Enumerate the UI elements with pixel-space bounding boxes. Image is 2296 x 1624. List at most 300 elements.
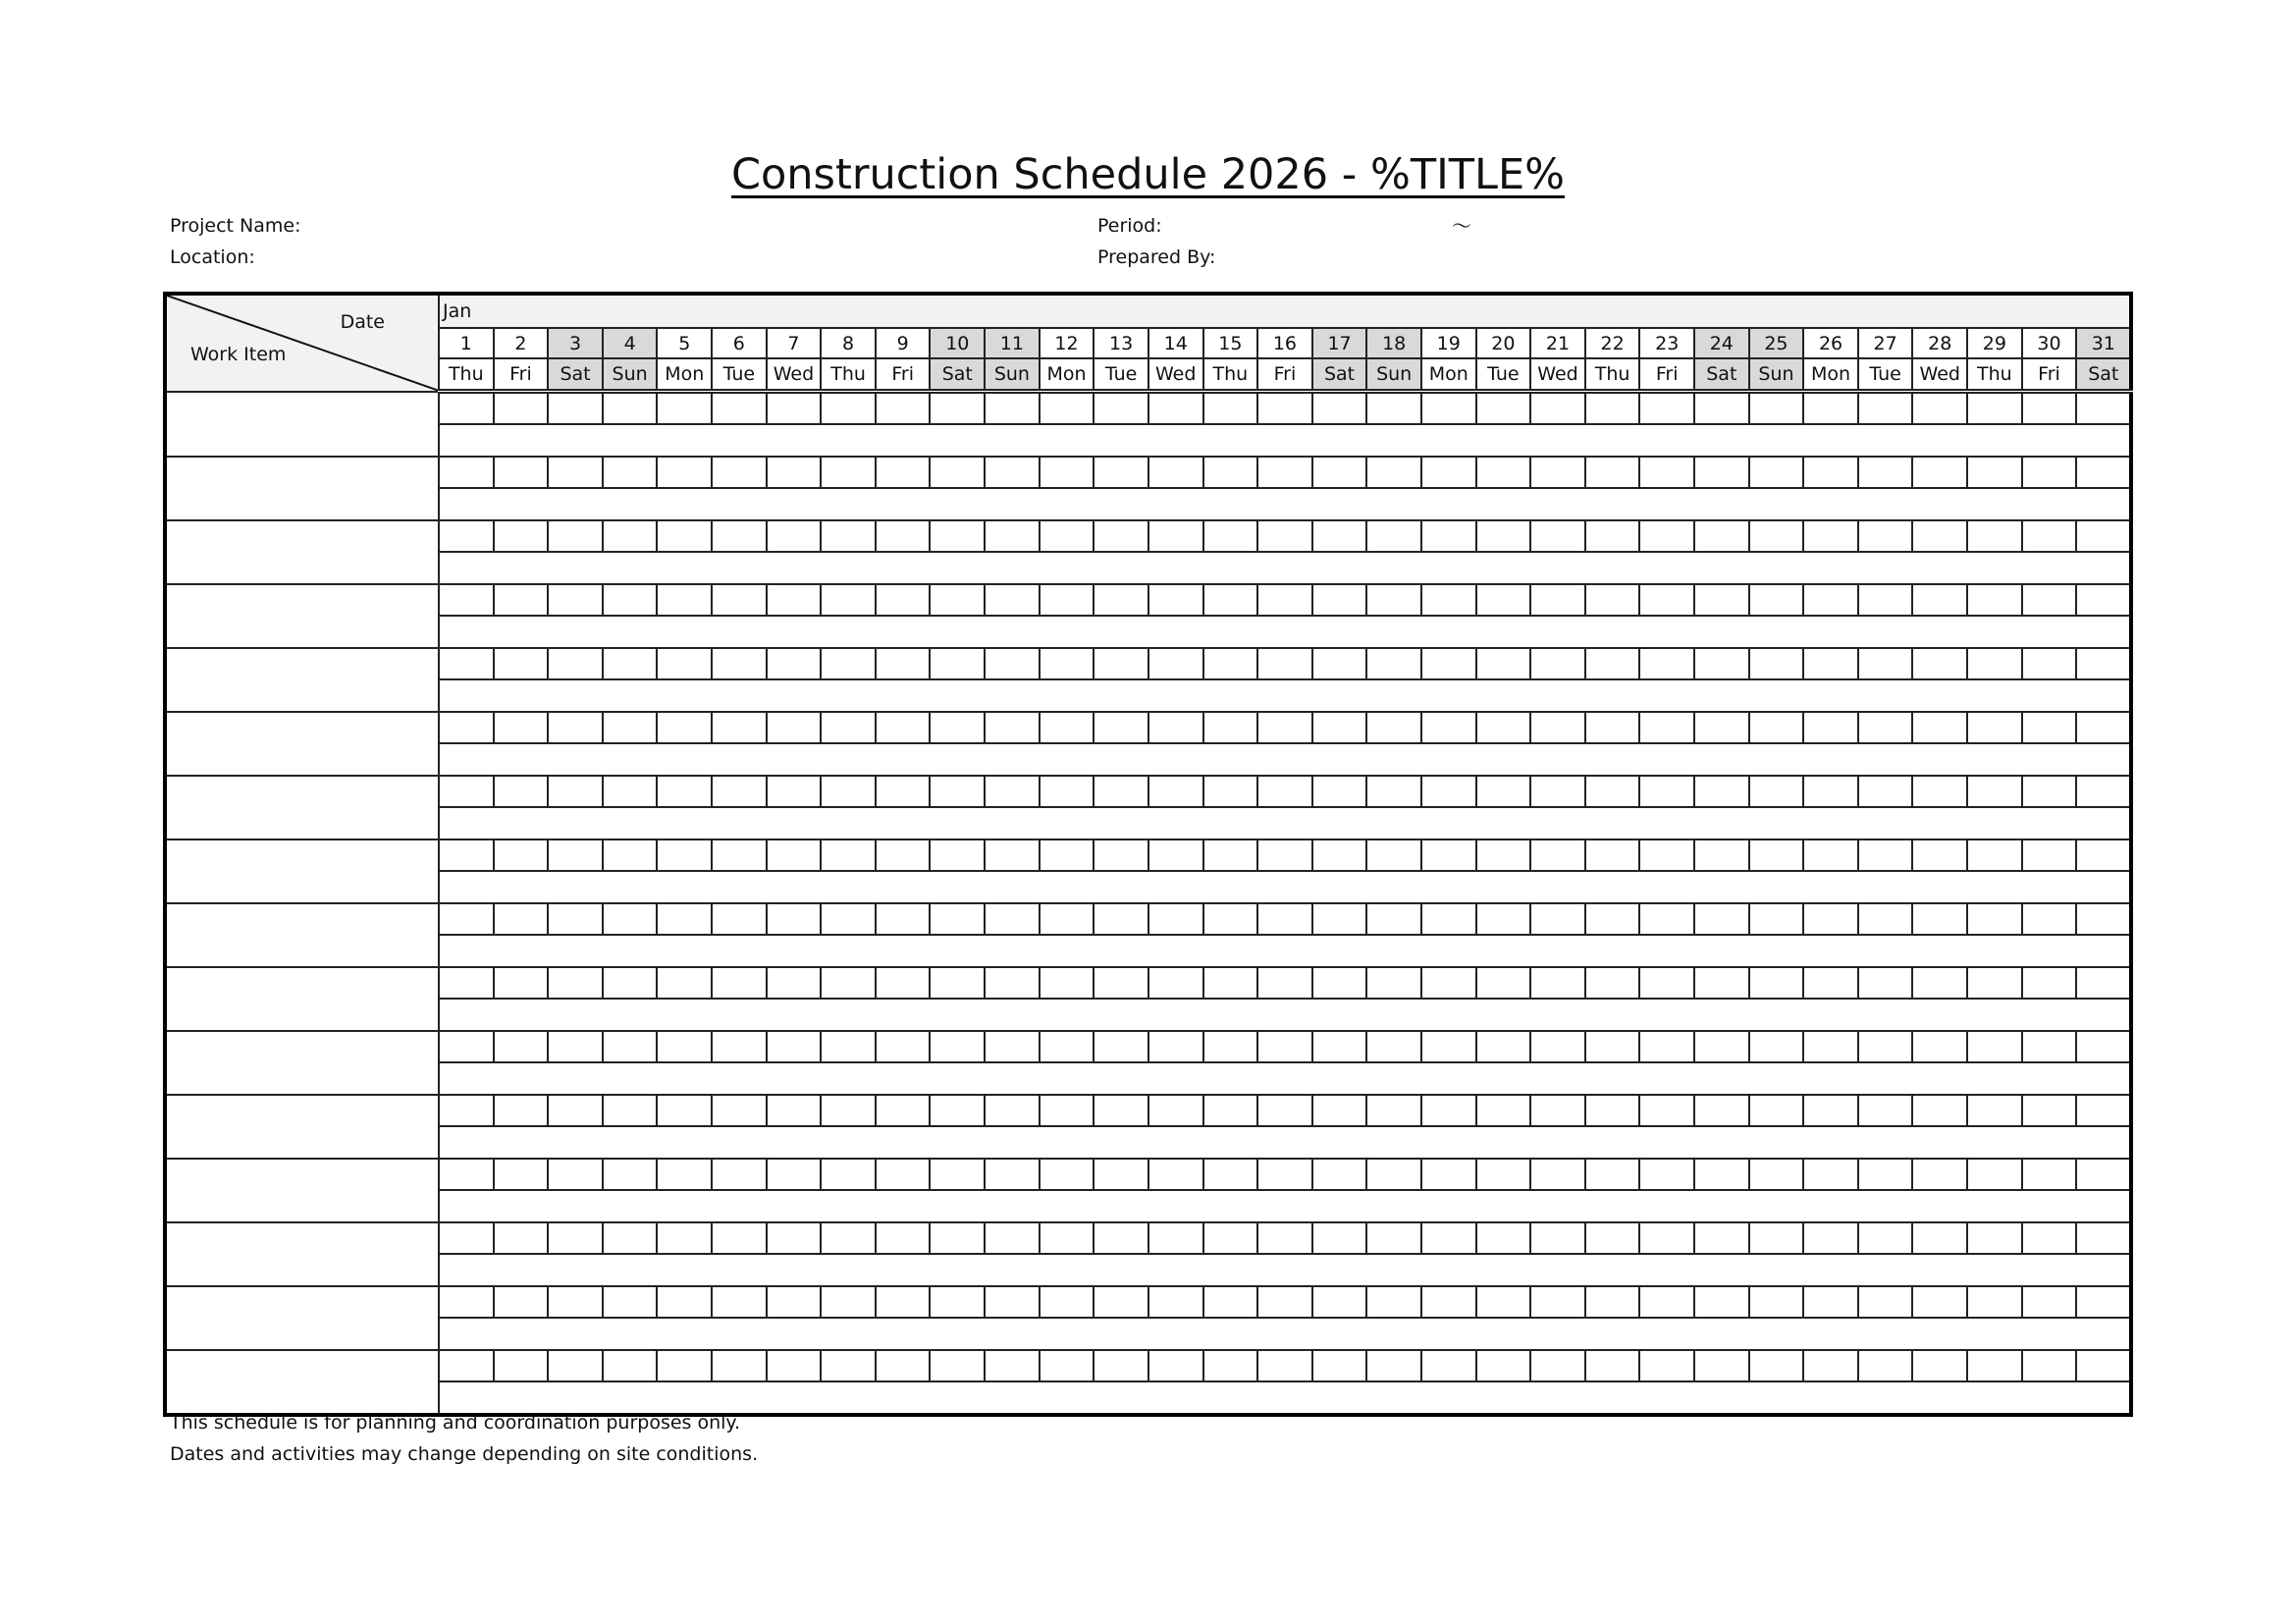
day-plan-cell[interactable] bbox=[603, 903, 658, 935]
day-plan-cell[interactable] bbox=[1421, 1095, 1476, 1126]
day-plan-cell[interactable] bbox=[1639, 839, 1694, 871]
day-plan-cell[interactable] bbox=[494, 903, 549, 935]
day-plan-cell[interactable] bbox=[1094, 967, 1148, 999]
day-plan-cell[interactable] bbox=[1312, 457, 1367, 488]
day-plan-cell[interactable] bbox=[876, 712, 931, 743]
day-plan-cell[interactable] bbox=[2022, 520, 2077, 552]
day-plan-cell[interactable] bbox=[2076, 584, 2131, 616]
day-plan-cell[interactable] bbox=[548, 392, 603, 425]
day-plan-cell[interactable] bbox=[1967, 1031, 2022, 1062]
day-plan-cell[interactable] bbox=[439, 1286, 494, 1318]
day-plan-cell[interactable] bbox=[657, 839, 712, 871]
day-plan-cell[interactable] bbox=[1639, 457, 1694, 488]
day-plan-cell[interactable] bbox=[1749, 776, 1804, 807]
day-plan-cell[interactable] bbox=[1912, 1031, 1967, 1062]
day-plan-cell[interactable] bbox=[548, 967, 603, 999]
day-plan-cell[interactable] bbox=[712, 584, 767, 616]
day-plan-cell[interactable] bbox=[1476, 1159, 1531, 1190]
day-plan-cell[interactable] bbox=[767, 776, 822, 807]
day-plan-cell[interactable] bbox=[1749, 1286, 1804, 1318]
day-plan-cell[interactable] bbox=[1094, 1031, 1148, 1062]
day-plan-cell[interactable] bbox=[1858, 1350, 1913, 1381]
day-plan-cell[interactable] bbox=[876, 648, 931, 679]
day-plan-cell[interactable] bbox=[1094, 648, 1148, 679]
day-plan-cell[interactable] bbox=[985, 457, 1040, 488]
day-plan-cell[interactable] bbox=[1585, 1286, 1640, 1318]
day-plan-cell[interactable] bbox=[494, 967, 549, 999]
day-plan-cell[interactable] bbox=[494, 457, 549, 488]
progress-bar-cell[interactable] bbox=[439, 807, 2131, 839]
day-plan-cell[interactable] bbox=[985, 520, 1040, 552]
day-plan-cell[interactable] bbox=[1094, 392, 1148, 425]
day-plan-cell[interactable] bbox=[1366, 903, 1421, 935]
day-plan-cell[interactable] bbox=[1476, 712, 1531, 743]
day-plan-cell[interactable] bbox=[1312, 903, 1367, 935]
day-plan-cell[interactable] bbox=[1694, 1222, 1749, 1254]
day-plan-cell[interactable] bbox=[876, 1350, 931, 1381]
day-plan-cell[interactable] bbox=[603, 457, 658, 488]
day-plan-cell[interactable] bbox=[2022, 903, 2077, 935]
day-plan-cell[interactable] bbox=[1967, 1159, 2022, 1190]
day-plan-cell[interactable] bbox=[1912, 712, 1967, 743]
day-plan-cell[interactable] bbox=[1203, 712, 1258, 743]
day-plan-cell[interactable] bbox=[1203, 1222, 1258, 1254]
day-plan-cell[interactable] bbox=[1257, 903, 1312, 935]
day-plan-cell[interactable] bbox=[1094, 1286, 1148, 1318]
day-plan-cell[interactable] bbox=[1476, 520, 1531, 552]
day-plan-cell[interactable] bbox=[2022, 1222, 2077, 1254]
day-plan-cell[interactable] bbox=[548, 1159, 603, 1190]
day-plan-cell[interactable] bbox=[1312, 1286, 1367, 1318]
day-plan-cell[interactable] bbox=[821, 1222, 876, 1254]
day-plan-cell[interactable] bbox=[1803, 457, 1858, 488]
day-plan-cell[interactable] bbox=[876, 584, 931, 616]
day-plan-cell[interactable] bbox=[1476, 1350, 1531, 1381]
day-plan-cell[interactable] bbox=[2076, 712, 2131, 743]
work-item-name-cell[interactable] bbox=[165, 1222, 439, 1286]
day-plan-cell[interactable] bbox=[2022, 967, 2077, 999]
day-plan-cell[interactable] bbox=[1858, 392, 1913, 425]
day-plan-cell[interactable] bbox=[1912, 584, 1967, 616]
day-plan-cell[interactable] bbox=[2076, 967, 2131, 999]
day-plan-cell[interactable] bbox=[1040, 392, 1095, 425]
day-plan-cell[interactable] bbox=[439, 1159, 494, 1190]
progress-bar-cell[interactable] bbox=[439, 935, 2131, 967]
day-plan-cell[interactable] bbox=[2022, 1031, 2077, 1062]
day-plan-cell[interactable] bbox=[712, 839, 767, 871]
day-plan-cell[interactable] bbox=[876, 776, 931, 807]
day-plan-cell[interactable] bbox=[1639, 648, 1694, 679]
work-item-name-cell[interactable] bbox=[165, 1095, 439, 1159]
day-plan-cell[interactable] bbox=[930, 1222, 985, 1254]
day-plan-cell[interactable] bbox=[930, 1159, 985, 1190]
day-plan-cell[interactable] bbox=[657, 1286, 712, 1318]
day-plan-cell[interactable] bbox=[2076, 1350, 2131, 1381]
day-plan-cell[interactable] bbox=[1312, 648, 1367, 679]
work-item-name-cell[interactable] bbox=[165, 967, 439, 1031]
day-plan-cell[interactable] bbox=[1967, 1222, 2022, 1254]
day-plan-cell[interactable] bbox=[603, 1350, 658, 1381]
day-plan-cell[interactable] bbox=[1967, 520, 2022, 552]
day-plan-cell[interactable] bbox=[712, 648, 767, 679]
day-plan-cell[interactable] bbox=[821, 967, 876, 999]
day-plan-cell[interactable] bbox=[548, 903, 603, 935]
day-plan-cell[interactable] bbox=[657, 392, 712, 425]
day-plan-cell[interactable] bbox=[767, 839, 822, 871]
day-plan-cell[interactable] bbox=[1749, 1350, 1804, 1381]
day-plan-cell[interactable] bbox=[1694, 648, 1749, 679]
day-plan-cell[interactable] bbox=[767, 1095, 822, 1126]
day-plan-cell[interactable] bbox=[439, 520, 494, 552]
day-plan-cell[interactable] bbox=[1803, 903, 1858, 935]
day-plan-cell[interactable] bbox=[767, 648, 822, 679]
day-plan-cell[interactable] bbox=[1203, 1031, 1258, 1062]
day-plan-cell[interactable] bbox=[1530, 967, 1585, 999]
day-plan-cell[interactable] bbox=[2022, 392, 2077, 425]
day-plan-cell[interactable] bbox=[1749, 1031, 1804, 1062]
day-plan-cell[interactable] bbox=[712, 1222, 767, 1254]
day-plan-cell[interactable] bbox=[1203, 520, 1258, 552]
day-plan-cell[interactable] bbox=[1803, 584, 1858, 616]
day-plan-cell[interactable] bbox=[494, 1095, 549, 1126]
day-plan-cell[interactable] bbox=[1040, 1222, 1095, 1254]
day-plan-cell[interactable] bbox=[2076, 1095, 2131, 1126]
day-plan-cell[interactable] bbox=[1639, 776, 1694, 807]
day-plan-cell[interactable] bbox=[1749, 712, 1804, 743]
day-plan-cell[interactable] bbox=[1912, 1350, 1967, 1381]
day-plan-cell[interactable] bbox=[1585, 648, 1640, 679]
day-plan-cell[interactable] bbox=[821, 1350, 876, 1381]
day-plan-cell[interactable] bbox=[548, 1350, 603, 1381]
day-plan-cell[interactable] bbox=[876, 1095, 931, 1126]
day-plan-cell[interactable] bbox=[1530, 584, 1585, 616]
day-plan-cell[interactable] bbox=[2076, 1222, 2131, 1254]
day-plan-cell[interactable] bbox=[439, 712, 494, 743]
day-plan-cell[interactable] bbox=[1094, 776, 1148, 807]
day-plan-cell[interactable] bbox=[1421, 712, 1476, 743]
work-item-name-cell[interactable] bbox=[165, 1159, 439, 1222]
day-plan-cell[interactable] bbox=[439, 457, 494, 488]
day-plan-cell[interactable] bbox=[1694, 712, 1749, 743]
day-plan-cell[interactable] bbox=[1257, 1031, 1312, 1062]
day-plan-cell[interactable] bbox=[1803, 1222, 1858, 1254]
day-plan-cell[interactable] bbox=[821, 457, 876, 488]
day-plan-cell[interactable] bbox=[930, 1031, 985, 1062]
day-plan-cell[interactable] bbox=[1312, 1159, 1367, 1190]
day-plan-cell[interactable] bbox=[494, 776, 549, 807]
day-plan-cell[interactable] bbox=[1421, 520, 1476, 552]
day-plan-cell[interactable] bbox=[1257, 1095, 1312, 1126]
day-plan-cell[interactable] bbox=[1312, 520, 1367, 552]
work-item-name-cell[interactable] bbox=[165, 584, 439, 648]
day-plan-cell[interactable] bbox=[1476, 648, 1531, 679]
day-plan-cell[interactable] bbox=[821, 839, 876, 871]
day-plan-cell[interactable] bbox=[1257, 967, 1312, 999]
day-plan-cell[interactable] bbox=[985, 1031, 1040, 1062]
day-plan-cell[interactable] bbox=[1530, 1350, 1585, 1381]
day-plan-cell[interactable] bbox=[1148, 1286, 1203, 1318]
day-plan-cell[interactable] bbox=[2076, 776, 2131, 807]
day-plan-cell[interactable] bbox=[1148, 392, 1203, 425]
day-plan-cell[interactable] bbox=[930, 457, 985, 488]
day-plan-cell[interactable] bbox=[1967, 584, 2022, 616]
work-item-name-cell[interactable] bbox=[165, 1286, 439, 1350]
day-plan-cell[interactable] bbox=[1639, 1222, 1694, 1254]
day-plan-cell[interactable] bbox=[439, 584, 494, 616]
progress-bar-cell[interactable] bbox=[439, 1381, 2131, 1415]
day-plan-cell[interactable] bbox=[1803, 1350, 1858, 1381]
day-plan-cell[interactable] bbox=[1203, 967, 1258, 999]
day-plan-cell[interactable] bbox=[603, 1031, 658, 1062]
day-plan-cell[interactable] bbox=[1040, 967, 1095, 999]
day-plan-cell[interactable] bbox=[2022, 457, 2077, 488]
day-plan-cell[interactable] bbox=[1094, 903, 1148, 935]
day-plan-cell[interactable] bbox=[1694, 1159, 1749, 1190]
day-plan-cell[interactable] bbox=[712, 712, 767, 743]
day-plan-cell[interactable] bbox=[1530, 839, 1585, 871]
day-plan-cell[interactable] bbox=[1476, 1031, 1531, 1062]
work-item-name-cell[interactable] bbox=[165, 520, 439, 584]
progress-bar-cell[interactable] bbox=[439, 424, 2131, 457]
day-plan-cell[interactable] bbox=[1639, 1286, 1694, 1318]
day-plan-cell[interactable] bbox=[1639, 520, 1694, 552]
day-plan-cell[interactable] bbox=[1040, 584, 1095, 616]
day-plan-cell[interactable] bbox=[657, 712, 712, 743]
day-plan-cell[interactable] bbox=[821, 776, 876, 807]
day-plan-cell[interactable] bbox=[821, 1031, 876, 1062]
day-plan-cell[interactable] bbox=[1148, 1031, 1203, 1062]
day-plan-cell[interactable] bbox=[1749, 967, 1804, 999]
day-plan-cell[interactable] bbox=[657, 776, 712, 807]
day-plan-cell[interactable] bbox=[1366, 1159, 1421, 1190]
day-plan-cell[interactable] bbox=[1749, 648, 1804, 679]
day-plan-cell[interactable] bbox=[1421, 584, 1476, 616]
day-plan-cell[interactable] bbox=[2022, 1159, 2077, 1190]
day-plan-cell[interactable] bbox=[2022, 839, 2077, 871]
day-plan-cell[interactable] bbox=[1912, 903, 1967, 935]
day-plan-cell[interactable] bbox=[494, 839, 549, 871]
day-plan-cell[interactable] bbox=[1858, 712, 1913, 743]
day-plan-cell[interactable] bbox=[1912, 1222, 1967, 1254]
day-plan-cell[interactable] bbox=[876, 839, 931, 871]
progress-bar-cell[interactable] bbox=[439, 679, 2131, 712]
day-plan-cell[interactable] bbox=[712, 1095, 767, 1126]
day-plan-cell[interactable] bbox=[1148, 648, 1203, 679]
day-plan-cell[interactable] bbox=[1694, 1286, 1749, 1318]
day-plan-cell[interactable] bbox=[494, 1222, 549, 1254]
day-plan-cell[interactable] bbox=[1858, 520, 1913, 552]
day-plan-cell[interactable] bbox=[548, 457, 603, 488]
day-plan-cell[interactable] bbox=[2076, 520, 2131, 552]
day-plan-cell[interactable] bbox=[1967, 1095, 2022, 1126]
day-plan-cell[interactable] bbox=[1040, 776, 1095, 807]
day-plan-cell[interactable] bbox=[603, 392, 658, 425]
day-plan-cell[interactable] bbox=[1094, 1222, 1148, 1254]
day-plan-cell[interactable] bbox=[767, 584, 822, 616]
day-plan-cell[interactable] bbox=[1257, 1286, 1312, 1318]
day-plan-cell[interactable] bbox=[1476, 1095, 1531, 1126]
day-plan-cell[interactable] bbox=[1366, 1350, 1421, 1381]
day-plan-cell[interactable] bbox=[1967, 648, 2022, 679]
day-plan-cell[interactable] bbox=[930, 1350, 985, 1381]
work-item-name-cell[interactable] bbox=[165, 392, 439, 458]
day-plan-cell[interactable] bbox=[1749, 1222, 1804, 1254]
day-plan-cell[interactable] bbox=[548, 648, 603, 679]
work-item-name-cell[interactable] bbox=[165, 776, 439, 839]
day-plan-cell[interactable] bbox=[1366, 1095, 1421, 1126]
day-plan-cell[interactable] bbox=[767, 392, 822, 425]
day-plan-cell[interactable] bbox=[1749, 1095, 1804, 1126]
day-plan-cell[interactable] bbox=[1585, 776, 1640, 807]
day-plan-cell[interactable] bbox=[1476, 967, 1531, 999]
day-plan-cell[interactable] bbox=[1585, 967, 1640, 999]
day-plan-cell[interactable] bbox=[1094, 457, 1148, 488]
day-plan-cell[interactable] bbox=[876, 1222, 931, 1254]
day-plan-cell[interactable] bbox=[1040, 903, 1095, 935]
day-plan-cell[interactable] bbox=[1967, 903, 2022, 935]
day-plan-cell[interactable] bbox=[494, 1350, 549, 1381]
day-plan-cell[interactable] bbox=[494, 584, 549, 616]
work-item-name-cell[interactable] bbox=[165, 839, 439, 903]
day-plan-cell[interactable] bbox=[603, 1159, 658, 1190]
day-plan-cell[interactable] bbox=[1912, 776, 1967, 807]
day-plan-cell[interactable] bbox=[548, 776, 603, 807]
day-plan-cell[interactable] bbox=[1257, 392, 1312, 425]
day-plan-cell[interactable] bbox=[1858, 967, 1913, 999]
day-plan-cell[interactable] bbox=[1803, 648, 1858, 679]
day-plan-cell[interactable] bbox=[1585, 392, 1640, 425]
day-plan-cell[interactable] bbox=[1530, 776, 1585, 807]
day-plan-cell[interactable] bbox=[1803, 839, 1858, 871]
progress-bar-cell[interactable] bbox=[439, 999, 2131, 1031]
day-plan-cell[interactable] bbox=[1530, 520, 1585, 552]
day-plan-cell[interactable] bbox=[1257, 584, 1312, 616]
day-plan-cell[interactable] bbox=[1148, 584, 1203, 616]
day-plan-cell[interactable] bbox=[985, 1159, 1040, 1190]
day-plan-cell[interactable] bbox=[1421, 457, 1476, 488]
day-plan-cell[interactable] bbox=[1312, 1222, 1367, 1254]
work-item-name-cell[interactable] bbox=[165, 712, 439, 776]
day-plan-cell[interactable] bbox=[1312, 776, 1367, 807]
day-plan-cell[interactable] bbox=[876, 1159, 931, 1190]
day-plan-cell[interactable] bbox=[1858, 839, 1913, 871]
day-plan-cell[interactable] bbox=[494, 1159, 549, 1190]
day-plan-cell[interactable] bbox=[1585, 839, 1640, 871]
day-plan-cell[interactable] bbox=[1803, 712, 1858, 743]
day-plan-cell[interactable] bbox=[1694, 584, 1749, 616]
day-plan-cell[interactable] bbox=[1203, 392, 1258, 425]
day-plan-cell[interactable] bbox=[767, 1286, 822, 1318]
day-plan-cell[interactable] bbox=[1148, 967, 1203, 999]
day-plan-cell[interactable] bbox=[2076, 839, 2131, 871]
day-plan-cell[interactable] bbox=[1912, 392, 1967, 425]
day-plan-cell[interactable] bbox=[1094, 520, 1148, 552]
progress-bar-cell[interactable] bbox=[439, 616, 2131, 648]
day-plan-cell[interactable] bbox=[1312, 1350, 1367, 1381]
day-plan-cell[interactable] bbox=[821, 903, 876, 935]
day-plan-cell[interactable] bbox=[1312, 1095, 1367, 1126]
day-plan-cell[interactable] bbox=[1366, 1031, 1421, 1062]
day-plan-cell[interactable] bbox=[1858, 1095, 1913, 1126]
day-plan-cell[interactable] bbox=[1639, 967, 1694, 999]
day-plan-cell[interactable] bbox=[2076, 457, 2131, 488]
day-plan-cell[interactable] bbox=[1530, 712, 1585, 743]
day-plan-cell[interactable] bbox=[1257, 776, 1312, 807]
day-plan-cell[interactable] bbox=[548, 1095, 603, 1126]
day-plan-cell[interactable] bbox=[2076, 392, 2131, 425]
day-plan-cell[interactable] bbox=[1803, 776, 1858, 807]
day-plan-cell[interactable] bbox=[657, 520, 712, 552]
day-plan-cell[interactable] bbox=[1257, 520, 1312, 552]
day-plan-cell[interactable] bbox=[1803, 967, 1858, 999]
day-plan-cell[interactable] bbox=[1094, 584, 1148, 616]
day-plan-cell[interactable] bbox=[1094, 1095, 1148, 1126]
day-plan-cell[interactable] bbox=[930, 392, 985, 425]
day-plan-cell[interactable] bbox=[1094, 839, 1148, 871]
day-plan-cell[interactable] bbox=[1912, 1159, 1967, 1190]
day-plan-cell[interactable] bbox=[1749, 457, 1804, 488]
progress-bar-cell[interactable] bbox=[439, 488, 2131, 520]
day-plan-cell[interactable] bbox=[439, 903, 494, 935]
day-plan-cell[interactable] bbox=[767, 457, 822, 488]
day-plan-cell[interactable] bbox=[821, 712, 876, 743]
day-plan-cell[interactable] bbox=[548, 1222, 603, 1254]
day-plan-cell[interactable] bbox=[1040, 1159, 1095, 1190]
day-plan-cell[interactable] bbox=[985, 392, 1040, 425]
day-plan-cell[interactable] bbox=[1203, 1286, 1258, 1318]
progress-bar-cell[interactable] bbox=[439, 743, 2131, 776]
day-plan-cell[interactable] bbox=[1585, 457, 1640, 488]
day-plan-cell[interactable] bbox=[1421, 903, 1476, 935]
day-plan-cell[interactable] bbox=[876, 520, 931, 552]
day-plan-cell[interactable] bbox=[1366, 1222, 1421, 1254]
work-item-name-cell[interactable] bbox=[165, 903, 439, 967]
day-plan-cell[interactable] bbox=[876, 1031, 931, 1062]
day-plan-cell[interactable] bbox=[1530, 1159, 1585, 1190]
day-plan-cell[interactable] bbox=[985, 839, 1040, 871]
day-plan-cell[interactable] bbox=[603, 584, 658, 616]
day-plan-cell[interactable] bbox=[1694, 839, 1749, 871]
day-plan-cell[interactable] bbox=[1585, 1350, 1640, 1381]
day-plan-cell[interactable] bbox=[1148, 1159, 1203, 1190]
day-plan-cell[interactable] bbox=[1366, 392, 1421, 425]
day-plan-cell[interactable] bbox=[930, 1286, 985, 1318]
day-plan-cell[interactable] bbox=[657, 903, 712, 935]
day-plan-cell[interactable] bbox=[821, 520, 876, 552]
day-plan-cell[interactable] bbox=[2022, 1095, 2077, 1126]
progress-bar-cell[interactable] bbox=[439, 552, 2131, 584]
day-plan-cell[interactable] bbox=[1858, 1031, 1913, 1062]
day-plan-cell[interactable] bbox=[1858, 1222, 1913, 1254]
day-plan-cell[interactable] bbox=[1967, 1350, 2022, 1381]
day-plan-cell[interactable] bbox=[603, 520, 658, 552]
day-plan-cell[interactable] bbox=[1585, 903, 1640, 935]
day-plan-cell[interactable] bbox=[1203, 903, 1258, 935]
day-plan-cell[interactable] bbox=[1421, 839, 1476, 871]
day-plan-cell[interactable] bbox=[1803, 392, 1858, 425]
day-plan-cell[interactable] bbox=[1257, 712, 1312, 743]
day-plan-cell[interactable] bbox=[1148, 457, 1203, 488]
day-plan-cell[interactable] bbox=[1421, 776, 1476, 807]
day-plan-cell[interactable] bbox=[439, 392, 494, 425]
day-plan-cell[interactable] bbox=[712, 1350, 767, 1381]
day-plan-cell[interactable] bbox=[1967, 1286, 2022, 1318]
day-plan-cell[interactable] bbox=[657, 1095, 712, 1126]
day-plan-cell[interactable] bbox=[712, 457, 767, 488]
work-item-name-cell[interactable] bbox=[165, 1350, 439, 1415]
day-plan-cell[interactable] bbox=[930, 584, 985, 616]
day-plan-cell[interactable] bbox=[1476, 1222, 1531, 1254]
